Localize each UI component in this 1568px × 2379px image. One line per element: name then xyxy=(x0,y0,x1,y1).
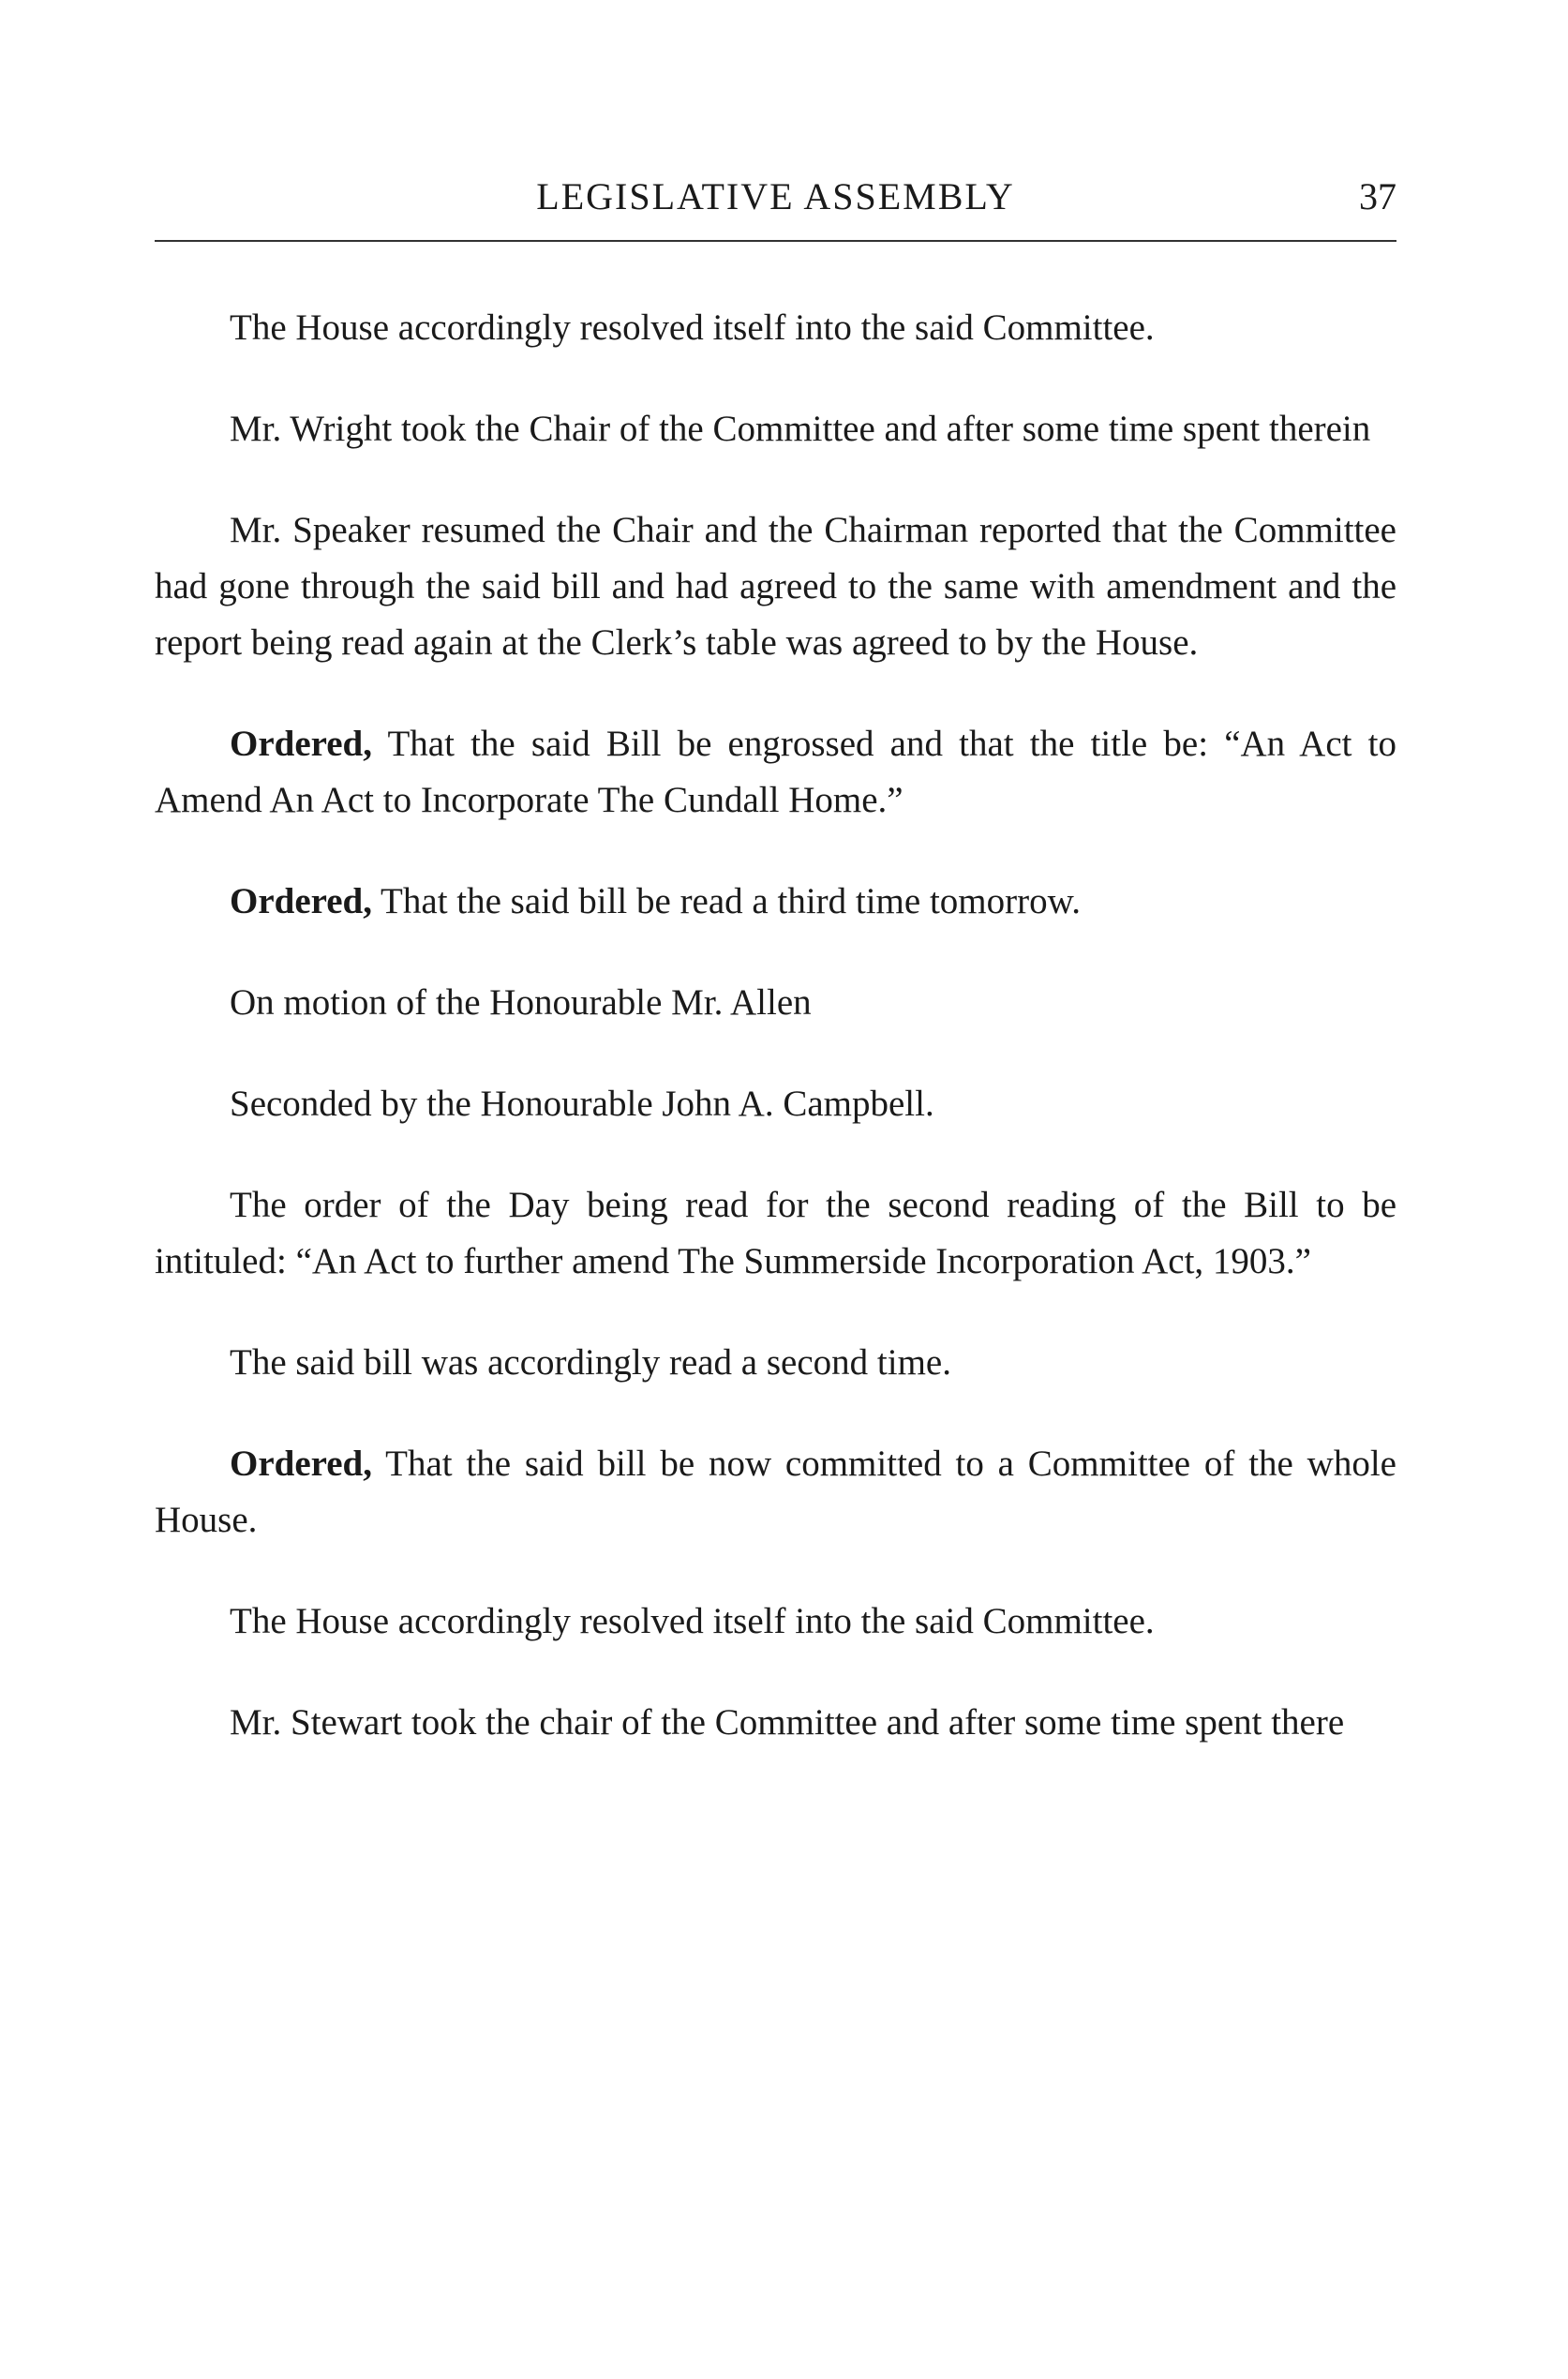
paragraph-text: That the said Bill be engrossed and that the title be: “An Act to Amend An Act to Incorporate The Cundall Home.” xyxy=(155,724,1396,820)
paragraph xyxy=(155,975,1396,1031)
paragraph xyxy=(155,1076,1396,1132)
page-number: 37 xyxy=(1359,175,1396,217)
paragraph-text: Mr. Speaker resumed the Chair and the Chairman reported that the Committee had gone through the said bill and had agreed to the same with amendment and the report being read again at the Clerk’s table was agreed to by the House. xyxy=(155,510,1396,663)
body-text xyxy=(155,300,1396,1751)
paragraph-text: That the said bill be read a third time tomorrow. xyxy=(372,881,1081,921)
paragraph xyxy=(155,716,1396,829)
paragraph-text: The House accordingly resolved itself into the said Committee. xyxy=(230,307,1155,348)
paragraph xyxy=(155,502,1396,671)
paragraph xyxy=(155,401,1396,457)
paragraph-lead: Ordered, xyxy=(230,724,373,764)
paragraph xyxy=(155,1593,1396,1650)
running-head xyxy=(155,169,1396,234)
paragraph-text: The order of the Day being read for the second reading of the Bill to be intituled: “An Act to further amend The Summerside Incorporation Act, 1903.” xyxy=(155,1185,1396,1281)
header-rule xyxy=(155,240,1396,242)
running-title: LEGISLATIVE ASSEMBLY xyxy=(536,175,1015,217)
paragraph-text: Seconded by the Honourable John A. Campbell. xyxy=(230,1084,934,1124)
paragraph-text: The said bill was accordingly read a second time. xyxy=(230,1342,951,1383)
paragraph-text: The House accordingly resolved itself into the said Committee. xyxy=(230,1601,1155,1641)
paragraph xyxy=(155,874,1396,930)
paragraph-text: Mr. Stewart took the chair of the Committee and after some time spent there xyxy=(230,1702,1345,1743)
paragraph-lead: Ordered, xyxy=(230,1444,373,1484)
paragraph xyxy=(155,1695,1396,1751)
paragraph-lead: Ordered, xyxy=(230,881,373,921)
paragraph xyxy=(155,1177,1396,1290)
paragraph-text: That the said bill be now committed to a Committee of the whole House. xyxy=(155,1444,1396,1540)
paragraph xyxy=(155,300,1396,356)
paragraph-text: Mr. Wright took the Chair of the Committee and after some time spent therein xyxy=(230,409,1371,449)
paragraph-text: On motion of the Honourable Mr. Allen xyxy=(230,982,812,1023)
paragraph xyxy=(155,1436,1396,1549)
paragraph xyxy=(155,1335,1396,1391)
